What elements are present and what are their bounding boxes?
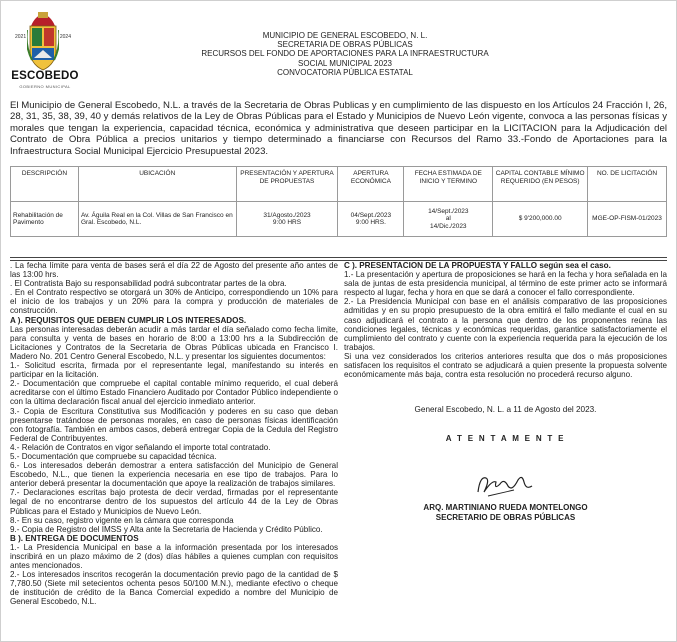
list-item: 6.- Los interesados deberán demostrar a entera satisfacción del Municipio de General Escobedo, N.L., que tienen la experiencia necesaria en ese tipo de trabajos. Para lo anterior deberá presentar la documentación que apoye la realización de trabajos similares. bbox=[10, 461, 338, 489]
table-header-row bbox=[11, 167, 667, 202]
brand-name: ESCOBEDO bbox=[11, 70, 79, 82]
list-item: 7.- Declaraciones escritas bajo protesta de decir verdad, firmadas por el representante legal de no encontrarse dentro de los supuestos del artículo 44 de la Ley de Obras Públicas para el Estado y Municipios de Nuevo León. bbox=[10, 488, 338, 516]
list-item: 9.- Copia de Registro del IMSS y Alta ante la Secretaria de Hacienda y Crédito Público. bbox=[10, 524, 323, 534]
paragraph: . La fecha límite para venta de bases será el día 22 de Agosto del presente año antes de las 13:00 hrs. bbox=[10, 261, 338, 280]
cell-licitacion: MGE-OP-FISM-01/2023 bbox=[588, 202, 667, 237]
header-ubicacion: UBICACIÓN bbox=[78, 167, 236, 202]
section-heading-a: A ). REQUISITOS QUE DEBEN CUMPLIR LOS INTERESADOS. bbox=[10, 315, 247, 325]
header-line: MUNICIPIO DE GENERAL ESCOBEDO, N. L. bbox=[262, 31, 428, 40]
list-item: 2.- La Presidencia Municipal con base en el análisis comparativo de las proposiciones admitidas y en su propio presupuesto de la obra emitirá el fallo mediante el cual en su caso adjudicará el contrato a la persona que dentro de los proponentes reúna las condiciones legales, técnicas y económicas requeridas, garantice satisfactoriamente el cumplimiento del contrato y cuente con la experiencia requerida para la ejecución de los trabajos. bbox=[344, 297, 667, 352]
issue-date: General Escobedo, N. L. a 11 de Agosto del 2023. bbox=[414, 405, 597, 414]
section-heading-c: C ). PRESENTACION DE LA PROPUESTA Y FALLO según sea el caso. bbox=[344, 261, 611, 270]
handwritten-signature-icon bbox=[474, 470, 534, 505]
cell-ubicacion: Av. Águila Real en la Col. Villas de San Francisco en Gral. Escobedo, N.L. bbox=[78, 202, 236, 237]
list-item: 2.- Los interesados inscritos recogerán la documentación previo pago de la cantidad de $ 7,780.50 (Siete mil setecientos ochenta pesos 50/100 M.N.), mediante efectivo o cheque de institución de crédito de la Banca Comercial expedido a nombre del Municipio de General Escobedo, N.L. bbox=[10, 570, 338, 607]
list-item: 2.- Documentación que compruebe el capital contable mínimo requerido, el cual deberá acreditarse con el último Estado Financiero Auditado por Contador Público independiente o con la última declaración fiscal anual del ejercicio inmediato anterior. bbox=[10, 379, 338, 407]
coat-of-arms-icon bbox=[27, 12, 59, 74]
table-row bbox=[11, 202, 667, 237]
list-item: 3.- Copia de Escritura Constitutiva sus Modificación y poderes en su caso que deban presentarse tratándose de personas morales, en caso de personas físicas identificación con fotografía. También en ambos casos, deberá entregar Copia de la Cedula del Registro Federal de Contribuyentes. bbox=[10, 406, 338, 443]
list-item: 8.- En su caso, registro vigente en la cámara que corresponda bbox=[10, 515, 234, 525]
paragraph: Las personas interesadas deberán acudir a más tardar el día señalado como fecha limite, para consulta y venta de bases en horario de 8:00 a 13:00 hrs a la Subdirección de Licitaciones y Contratos de la Secretaria de Obras Públicas ubicada en Francisco I. Madero No. 201 Centro General Escobedo, N.L. y presentar los siguientes documentos: bbox=[10, 324, 338, 361]
brand-subtitle: GOBIERNO MUNICIPAL bbox=[19, 84, 71, 89]
tender-table bbox=[10, 166, 667, 237]
list-item: 5.- Documentación que compruebe su capacidad técnica. bbox=[10, 451, 217, 461]
header-licitacion: NO. DE LICITACIÓN bbox=[588, 167, 667, 202]
left-column bbox=[10, 261, 338, 607]
signer-block bbox=[344, 503, 667, 523]
signer-name: ARQ. MARTINIANO RUEDA MONTELONGO bbox=[423, 503, 588, 512]
cell-apertura: 04/Sept./2023 9:00 HRS. bbox=[338, 202, 404, 237]
header-apertura: APERTURA ECONÓMICA bbox=[338, 167, 404, 202]
list-item: 1.- La Presidencia Municipal en base a la información presentada por los interesados inscribirá en un plazo máximo de 2 (dos) días hábiles a quienes cumplan con requisitos antes mencionados. bbox=[10, 542, 338, 571]
list-item: 1.- La presentación y apertura de proposiciones se hará en la fecha y hora señalada en la sala de juntas de esta presidencia municipal, al término de este primer acto se informará respecto al lugar, fecha y hora en que se dará a conocer el fallo correspondiente. bbox=[344, 270, 667, 298]
signer-title: SECRETARIO DE OBRAS PÚBLICAS bbox=[435, 513, 576, 522]
list-item: 1.- Solicitud escrita, firmada por el representante legal, manifestando su interés en participar en la licitación. bbox=[10, 361, 338, 380]
seal-year-left: 2021 bbox=[15, 34, 27, 40]
section-divider bbox=[10, 257, 667, 258]
header-descripcion: DESCRIPCIÓN bbox=[11, 167, 79, 202]
cell-capital: $ 9'200,000.00 bbox=[493, 202, 588, 237]
intro-paragraph: El Municipio de General Escobedo, N.L. a través de la Secretaria de Obras Publicas y en cumplimiento de las dispuesto en los Artículos 24 Fracción I, 26, 28, 31, 35, 38, 39, 40 y demás relativos de la Ley de Obras Públicas para el Estado y Municipios de Nuevo León vigente, convoca a las personas físicas y morales que tengan la experiencia, capacidad técnica, económica y administrativa que deseen participar en la LICITACION para la Adjudicación del Contrato de Obra Pública a precios unitarios y tiempo determinado a financiarse con Recursos del Ramo 33.-Fondo de Aportaciones para la Infraestructura Social Municipal Ejercicio Presupuestal 2023. bbox=[10, 100, 667, 157]
paragraph: . El Contratista Bajo su responsabilidad podrá subcontratar partes de la obra. bbox=[10, 279, 287, 289]
list-item: 4.- Relación de Contratos en vigor señalando el importe total contratado. bbox=[10, 442, 271, 452]
header-presentacion: PRESENTACIÓN Y APERTURA DE PROPUESTAS bbox=[236, 167, 338, 202]
right-column bbox=[344, 261, 667, 379]
municipal-seal-icon bbox=[15, 10, 71, 76]
paragraph: . En el Contrato respectivo se otorgará un 30% de Anticipo, correspondiendo un 10% para el inicio de los trabajos y un 20% para la compra y producción de materiales de construcción. bbox=[10, 288, 338, 316]
header-fecha-estimada: FECHA ESTIMADA DE INICIO Y TERMINO bbox=[404, 167, 493, 202]
header-line: SOCIAL MUNICIPAL 2023 bbox=[298, 58, 392, 68]
atentamente-label: A T E N T A M E N T E bbox=[445, 434, 566, 443]
header-capital: CAPITAL CONTABLE MÍNIMO REQUERIDO (EN PESOS) bbox=[493, 167, 588, 202]
cell-fecha-estimada: 14/Sept./2023 al 14/Dic./2023 bbox=[404, 202, 493, 237]
seal-year-right: 2024 bbox=[59, 34, 71, 40]
document-header bbox=[130, 31, 560, 77]
section-heading-b: B ). ENTREGA DE DOCUMENTOS bbox=[10, 533, 139, 543]
header-line: SECRETARIA DE OBRAS PÚBLICAS bbox=[277, 40, 413, 50]
header-line: RECURSOS DEL FONDO DE APORTACIONES PARA LA INFRAESTRUCTURA bbox=[201, 49, 489, 59]
cell-presentacion: 31/Agosto./2023 9:00 HRS bbox=[236, 202, 338, 237]
paragraph: Si una vez considerados los criterios anteriores resulta que dos o más proposiciones satisfacen los requisitos el contrato se adjudicará a quien presente la propuesta solvente económicamente más baja, contra esta resolución no procederá recurso alguno. bbox=[344, 351, 667, 380]
header-line: CONVOCATORIA PÚBLICA ESTATAL bbox=[277, 67, 413, 77]
cell-descripcion: Rehabilitación de Pavimento bbox=[11, 202, 79, 237]
